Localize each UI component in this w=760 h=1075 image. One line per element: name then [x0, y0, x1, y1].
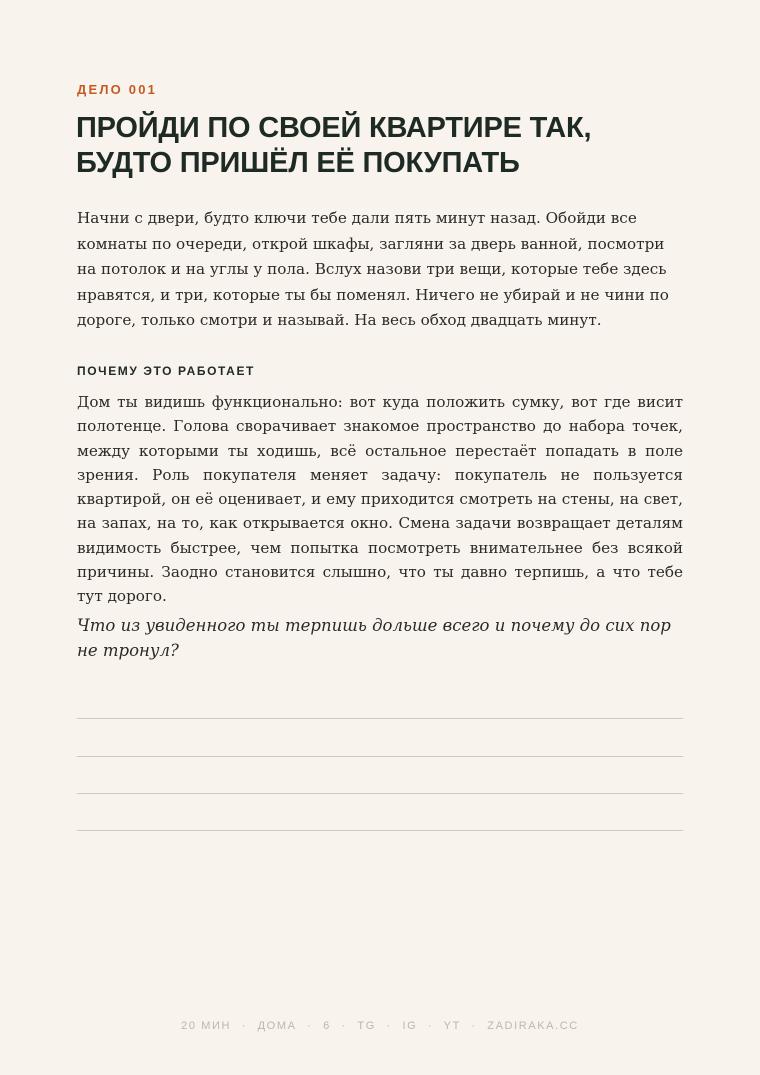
- footer-link-ig[interactable]: IG: [402, 1020, 418, 1032]
- footer-link-yt[interactable]: YT: [443, 1020, 461, 1032]
- footer-separator: ·: [471, 1020, 477, 1032]
- page-title: ПРОЙДИ ПО СВОЕЙ КВАРТИРЕ ТАК, БУДТО ПРИШЁЛ ЕЁ ПОКУПАТЬ: [76, 112, 592, 179]
- footer-separator: ·: [386, 1020, 392, 1032]
- case-label: ДЕЛО 001: [77, 82, 158, 97]
- footer-place: ДОМА: [257, 1020, 297, 1032]
- footer-separator: ·: [341, 1020, 347, 1032]
- footer-separator: ·: [307, 1020, 313, 1032]
- page-footer: [0, 1020, 760, 1032]
- footer-link-tg[interactable]: TG: [357, 1020, 376, 1032]
- answer-line[interactable]: [77, 793, 683, 794]
- footer-duration: 20 МИН: [181, 1020, 232, 1032]
- footer-separator: ·: [427, 1020, 434, 1032]
- footer-separator: ·: [241, 1020, 247, 1032]
- answer-line[interactable]: [77, 756, 683, 757]
- footer-page-number: 6: [323, 1020, 331, 1032]
- intro-paragraph: Начни с двери, будто ключи тебе дали пять минут назад. Обойди все комнаты по очереди, открой шкафы, загляни за дверь ванной, посмотри на потолок и на углы у пола. Вслух назови три вещи, которые тебе здесь нравятся, и три, которые ты бы поменял. Ничего не убирай и не чини по дороге, только смотри и называй. На весь обход двадцать минут.: [77, 209, 669, 329]
- footer-site-link[interactable]: ZADIRAKA.CC: [487, 1020, 579, 1032]
- why-heading: ПОЧЕМУ ЭТО РАБОТАЕТ: [77, 364, 255, 378]
- answer-line[interactable]: [77, 718, 683, 719]
- reflection-question: Что из увиденного ты терпишь дольше всего и почему до сих пор не тронул?: [77, 616, 671, 660]
- why-paragraph: Дом ты видишь функционально: вот куда положить сумку, вот где висит полотенце. Голова сворачивает знакомое пространство до набора точек, между которыми ты ходишь, всё остальное перестаёт попадать в поле зрения. Роль покупателя меняет задачу: покупатель не пользуется квартирой, он её оценивает, и ему приходится смотреть на стены, на свет, на запах, на то, как открывается окно. Смена задачи возвращает деталям видимость быстрее, чем попытка посмотреть внимательнее без всякой причины. Заодно становится слышно, что ты давно терпишь, а что тебе тут дорого.: [77, 393, 683, 606]
- answer-line[interactable]: [77, 830, 683, 831]
